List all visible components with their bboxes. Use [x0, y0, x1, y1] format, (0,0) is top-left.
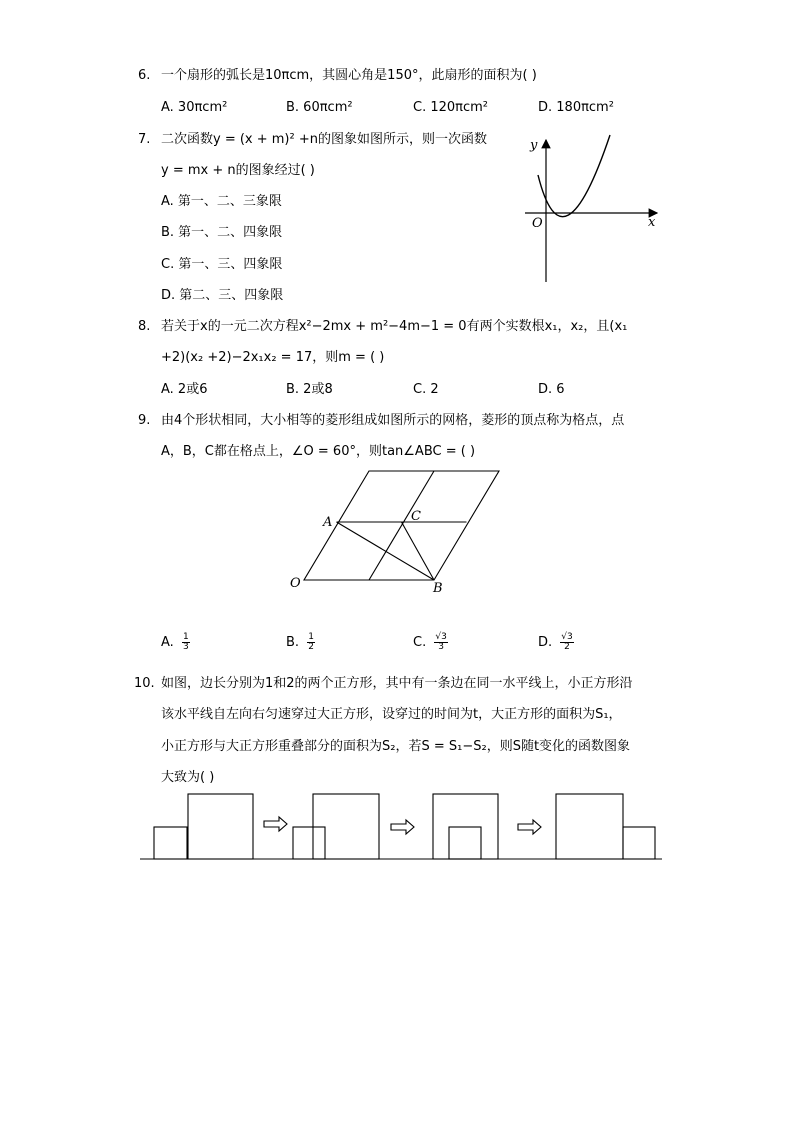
- arrow-icon-2: [391, 820, 414, 834]
- segment-ab: [337, 522, 435, 580]
- arrow-icon-1: [264, 817, 287, 831]
- point-c-label: C: [411, 509, 421, 524]
- option-d-fraction: [560, 633, 573, 652]
- option-b-denominator: 2: [308, 642, 314, 652]
- question-9-stem-line-2: A，B，C都在格点上，∠O = 60°，则tan∠ABC = ( ): [161, 444, 476, 459]
- parabola-figure: [520, 130, 665, 290]
- option-b-numerator: 1: [308, 632, 314, 642]
- small-square-2: [293, 827, 325, 859]
- question-7-option-b: B. 第一、二、四象限: [161, 225, 283, 240]
- small-square-4: [623, 827, 655, 859]
- option-a-fraction: [182, 633, 190, 652]
- point-a-label: A: [323, 515, 333, 530]
- option-a-denominator: 3: [182, 642, 189, 652]
- option-d-numerator: √3: [561, 632, 573, 642]
- segment-cb: [402, 522, 435, 580]
- question-8-option-c: C. 2: [413, 382, 439, 397]
- small-square-1: [154, 827, 187, 859]
- question-10-stem-line-3: 小正方形与大正方形重叠部分的面积为S₂，若S = S₁−S₂，则S随t变化的函数图象: [161, 739, 631, 754]
- question-9-number: 9.: [138, 413, 151, 428]
- question-10-number: 10.: [134, 676, 155, 691]
- big-square-4: [556, 794, 623, 859]
- question-8-option-a: A. 2或6: [161, 382, 208, 397]
- origin-label: O: [532, 216, 543, 231]
- question-9-stem-line-1: 由4个形状相同，大小相等的菱形组成如图所示的网格，菱形的顶点称为格点，点: [161, 413, 625, 428]
- question-7-option-d: D. 第二、三、四象限: [161, 288, 284, 303]
- option-c-letter: C.: [413, 635, 427, 650]
- question-6-option-c: C. 120πcm²: [413, 100, 489, 115]
- question-9-option-b: [286, 633, 315, 652]
- question-9-option-c: [413, 633, 448, 652]
- big-square-1: [188, 794, 253, 859]
- question-9-option-d: [538, 633, 574, 652]
- arrow-icon-3: [518, 820, 541, 834]
- question-6-option-d: D. 180πcm²: [538, 100, 614, 115]
- question-7-option-a: A. 第一、二、三象限: [161, 194, 282, 209]
- option-c-fraction: [434, 633, 447, 652]
- question-10-stem-line-2: 该水平线自左向右匀速穿过大正方形，设穿过的时间为t，大正方形的面积为S₁，: [161, 707, 622, 722]
- squares-sequence-figure: [135, 785, 665, 865]
- question-9-option-a: [161, 633, 190, 652]
- question-10-stem-line-4: 大致为( ): [161, 770, 215, 785]
- x-axis-label: x: [648, 215, 656, 230]
- question-8-stem-line-1: 若关于x的一元二次方程x²−2mx + m²−4m−1 = 0有两个实数根x₁，x₂，且(x₁: [161, 319, 628, 334]
- point-o-label: O: [290, 576, 301, 591]
- question-8-number: 8.: [138, 319, 151, 334]
- question-7-stem-line-1: 二次函数y = (x + m)² +n的图象如图所示，则一次函数: [161, 132, 487, 147]
- option-c-denominator: 3: [438, 642, 444, 652]
- option-b-letter: B.: [286, 635, 300, 650]
- question-10-stem-line-1: 如图，边长分别为1和2的两个正方形，其中有一条边在同一水平线上，小正方形沿: [161, 676, 633, 691]
- question-7-stem-line-2: y = mx + n的图象经过( ): [161, 163, 315, 178]
- question-6-option-b: B. 60πcm²: [286, 100, 353, 115]
- option-c-numerator: √3: [435, 632, 447, 642]
- question-8-option-b: B. 2或8: [286, 382, 333, 397]
- question-7-option-c: C. 第一、三、四象限: [161, 257, 283, 272]
- option-d-letter: D.: [538, 635, 553, 650]
- parabola-curve: [538, 135, 610, 217]
- question-8-option-d: D. 6: [538, 382, 565, 397]
- point-b-label: B: [433, 581, 443, 596]
- option-d-denominator: 2: [564, 642, 570, 652]
- small-square-3: [449, 827, 481, 859]
- option-b-fraction: [307, 633, 315, 652]
- option-a-letter: A.: [161, 635, 174, 650]
- question-8-stem-line-2: +2)(x₂ +2)−2x₁x₂ = 17，则m = ( ): [161, 350, 385, 365]
- question-7-number: 7.: [138, 132, 151, 147]
- option-a-numerator: 1: [182, 632, 189, 642]
- question-6-number: 6.: [138, 68, 151, 83]
- rhombus-grid-figure: [285, 460, 510, 598]
- question-6-stem: 一个扇形的弧长是10πcm，其圆心角是150°，此扇形的面积为( ): [161, 68, 537, 83]
- y-axis-label: y: [530, 138, 538, 153]
- question-6-option-a: A. 30πcm²: [161, 100, 228, 115]
